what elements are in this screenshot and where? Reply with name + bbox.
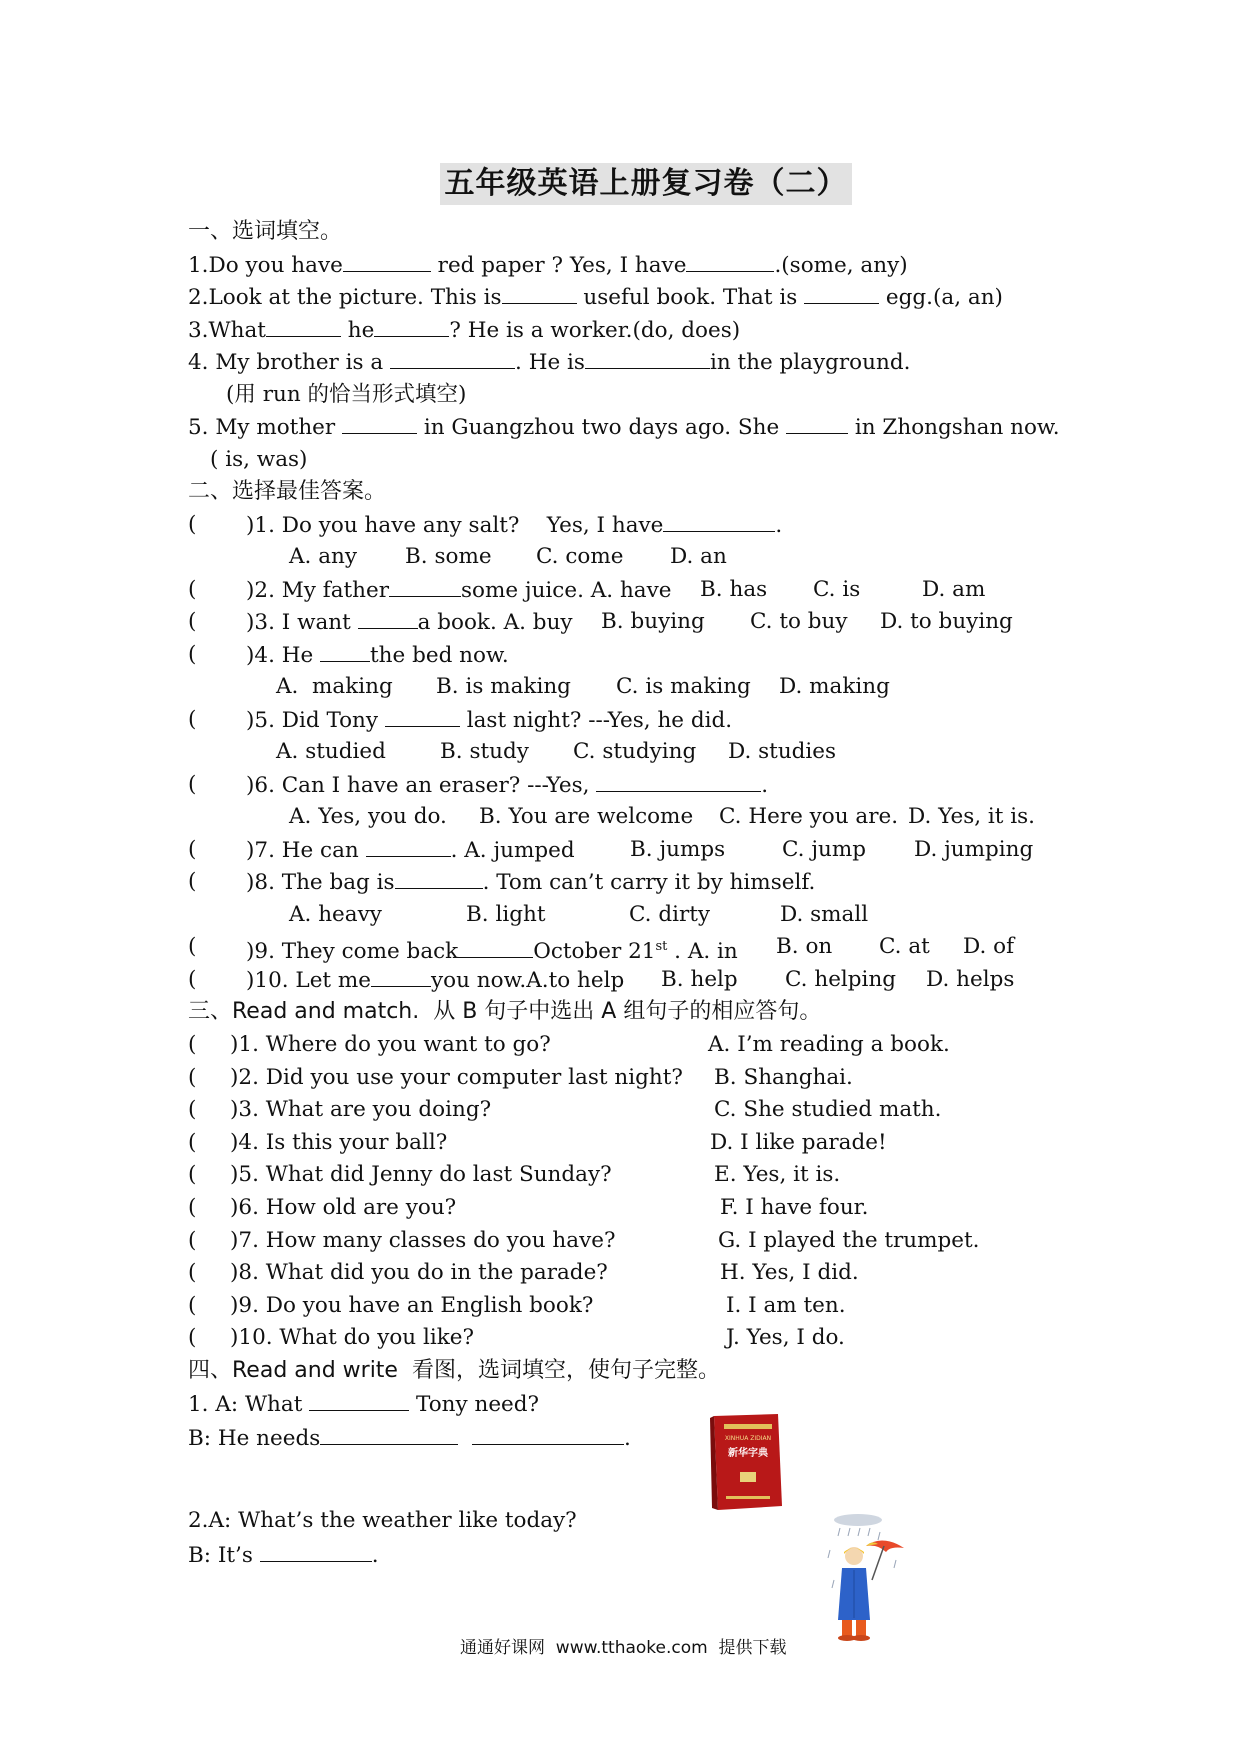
s2-q2-option-c: C. is (813, 577, 861, 602)
answer-paren[interactable]: ( (188, 609, 197, 634)
s4-question-1-a: 1. A: What Tony need? (188, 1392, 540, 1417)
answer-paren[interactable]: ( (188, 1032, 197, 1057)
match-question-8: )8. What did you do in the parade? (230, 1260, 608, 1285)
match-answer-d: D. I like parade! (710, 1130, 887, 1155)
s1-question-2: 2.Look at the picture. This is useful book. That is egg.(a, an) (188, 285, 1003, 310)
answer-blank[interactable] (804, 283, 879, 304)
s2-q1-option-d: D. an (670, 544, 727, 569)
match-question-10: )10. What do you like? (230, 1325, 474, 1350)
section-2-heading: 二、选择最佳答案。 (188, 479, 387, 504)
s2-question-7: )7. He can . A. jumped (246, 838, 575, 863)
s2-q5-option-b: B. study (440, 739, 529, 764)
answer-paren[interactable]: ( (188, 869, 197, 894)
answer-blank[interactable] (389, 576, 461, 597)
match-question-9: )9. Do you have an English book? (230, 1293, 594, 1318)
s1-question-3: 3.What he ? He is a worker.(do, does) (188, 318, 741, 343)
s2-question-8: )8. The bag is . Tom can’t carry it by himself. (246, 870, 816, 895)
s2-q9-option-c: C. at (879, 934, 930, 959)
answer-paren[interactable]: ( (188, 577, 197, 602)
match-question-4: )4. Is this your ball? (230, 1130, 448, 1155)
s2-question-5: )5. Did Tony last night? ---Yes, he did. (246, 708, 733, 733)
match-question-1: )1. Where do you want to go? (230, 1032, 551, 1057)
s4-question-1-b: B: He needs . (188, 1426, 631, 1451)
section-1-heading: 一、选词填空。 (188, 219, 343, 244)
match-question-5: )5. What did Jenny do last Sunday? (230, 1162, 612, 1187)
s2-q1-option-c: C. come (536, 544, 624, 569)
s1-question-1: 1.Do you have red paper ? Yes, I have .(some, any) (188, 253, 908, 278)
s2-q6-option-b: B. You are welcome (479, 804, 694, 829)
s2-q6-option-c: C. Here you are. (719, 804, 899, 829)
s1-question-5: 5. My mother in Guangzhou two days ago. She in Zhongshan now. (188, 415, 1060, 440)
s2-q9-option-b: B. on (776, 934, 833, 959)
answer-blank[interactable] (663, 511, 775, 532)
s2-q7-option-d: D. jumping (914, 837, 1034, 862)
answer-blank[interactable] (320, 641, 370, 662)
s2-q6-option-a: A. Yes, you do. (289, 804, 447, 829)
match-question-3: )3. What are you doing? (230, 1097, 492, 1122)
s2-q4-option-b: B. is making (436, 674, 571, 699)
answer-paren[interactable]: ( (188, 1293, 197, 1318)
match-answer-g: G. I played the trumpet. (718, 1228, 980, 1253)
s1-question-4-note: (用 run 的恰当形式填空) (226, 382, 467, 407)
answer-blank[interactable] (390, 348, 515, 369)
answer-blank[interactable] (395, 868, 483, 889)
match-answer-j: J. Yes, I do. (726, 1325, 845, 1350)
page-title: 五年级英语上册复习卷（二） (440, 163, 852, 205)
answer-blank[interactable] (374, 316, 449, 337)
answer-blank[interactable] (366, 836, 451, 857)
match-question-2: )2. Did you use your computer last night? (230, 1065, 683, 1090)
answer-paren[interactable]: ( (188, 1195, 197, 1220)
s2-q8-option-c: C. dirty (629, 902, 711, 927)
s2-q6-option-d: D. Yes, it is. (908, 804, 1035, 829)
s2-q2-option-b: B. has (700, 577, 768, 602)
s2-q10-option-d: D. helps (926, 967, 1015, 992)
s1-question-5-note: ( is, was) (210, 447, 308, 472)
answer-blank[interactable] (260, 1541, 372, 1562)
match-answer-c: C. She studied math. (714, 1097, 942, 1122)
answer-paren[interactable]: ( (188, 642, 197, 667)
match-answer-h: H. Yes, I did. (720, 1260, 859, 1285)
s2-q7-option-b: B. jumps (630, 837, 726, 862)
answer-blank[interactable] (343, 251, 431, 272)
answer-blank[interactable] (502, 283, 577, 304)
s2-question-10: )10. Let me you now.A.to help (246, 968, 625, 993)
s2-q9-option-d: D. of (963, 934, 1015, 959)
answer-paren[interactable]: ( (188, 837, 197, 862)
s2-q8-option-b: B. light (466, 902, 546, 927)
s2-q5-option-d: D. studies (728, 739, 837, 764)
match-answer-f: F. I have four. (720, 1195, 869, 1220)
answer-paren[interactable]: ( (188, 772, 197, 797)
answer-blank[interactable] (385, 706, 460, 727)
s2-q7-option-c: C. jump (782, 837, 867, 862)
s2-q2-option-d: D. am (922, 577, 986, 602)
dictionary-image (708, 1412, 784, 1512)
answer-paren[interactable]: ( (188, 512, 197, 537)
footer-credit: 通通好课网 www.tthaoke.com 提供下载 (460, 1638, 787, 1658)
s2-question-9: )9. They come back October 21st . A. in (246, 939, 738, 965)
answer-paren[interactable]: ( (188, 967, 197, 992)
answer-blank[interactable] (309, 1390, 409, 1411)
s2-q3-option-d: D. to buying (880, 609, 1013, 634)
answer-paren[interactable]: ( (188, 1228, 197, 1253)
match-answer-b: B. Shanghai. (714, 1065, 853, 1090)
s2-q10-option-c: C. helping (785, 967, 897, 992)
answer-blank[interactable] (358, 608, 418, 629)
answer-paren[interactable]: ( (188, 1260, 197, 1285)
answer-blank[interactable] (596, 771, 761, 792)
answer-blank[interactable] (458, 937, 533, 958)
match-answer-a: A. I’m reading a book. (708, 1032, 950, 1057)
s2-q4-option-d: D. making (779, 674, 890, 699)
s2-q8-option-a: A. heavy (289, 902, 382, 927)
answer-paren[interactable]: ( (188, 707, 197, 732)
answer-blank[interactable] (266, 316, 341, 337)
dictionary-cover-label-latin: XINHUA ZIDIAN (724, 1435, 772, 1442)
match-question-6: )6. How old are you? (230, 1195, 457, 1220)
s2-question-1: )1. Do you have any salt? Yes, I have . (246, 513, 783, 538)
s4-question-2-a: 2.A: What’s the weather like today? (188, 1508, 577, 1533)
s4-question-2-b: B: It’s . (188, 1543, 379, 1568)
s2-question-4: )4. He the bed now. (246, 643, 509, 668)
answer-blank[interactable] (786, 413, 848, 434)
section-3-heading: 三、Read and match. 从 B 句子中选出 A 组句子的相应答句。 (188, 999, 822, 1024)
s2-q3-option-b: B. buying (601, 609, 705, 634)
answer-blank[interactable] (585, 348, 710, 369)
answer-paren[interactable]: ( (188, 1162, 197, 1187)
answer-paren[interactable]: ( (188, 1097, 197, 1122)
answer-blank[interactable] (686, 251, 774, 272)
answer-paren[interactable]: ( (188, 1325, 197, 1350)
s2-q4-option-a: A. making (276, 674, 393, 699)
answer-blank[interactable] (371, 966, 431, 987)
rainy-weather-image (820, 1510, 910, 1645)
s2-q4-option-c: C. is making (616, 674, 751, 699)
answer-blank[interactable] (342, 413, 417, 434)
section-4-heading: 四、Read and write 看图，选词填空，使句子完整。 (188, 1358, 720, 1383)
s2-q1-option-a: A. any (289, 544, 358, 569)
s2-question-6: )6. Can I have an eraser? ---Yes, . (246, 773, 769, 798)
s2-q3-option-c: C. to buy (750, 609, 848, 634)
s2-question-3: )3. I want a book. A. buy (246, 610, 573, 635)
s2-q5-option-a: A. studied (276, 739, 386, 764)
answer-blank[interactable] (320, 1424, 458, 1445)
match-answer-e: E. Yes, it is. (714, 1162, 841, 1187)
s2-question-2: )2. My father some juice. A. have (246, 578, 672, 603)
s2-q10-option-b: B. help (661, 967, 738, 992)
s2-q5-option-c: C. studying (573, 739, 697, 764)
answer-paren[interactable]: ( (188, 1065, 197, 1090)
match-question-7: )7. How many classes do you have? (230, 1228, 616, 1253)
s2-q1-option-b: B. some (405, 544, 492, 569)
dictionary-cover-label-chinese: 新华字典 (728, 1448, 768, 1459)
match-answer-i: I. I am ten. (726, 1293, 846, 1318)
answer-blank[interactable] (472, 1424, 624, 1445)
answer-paren[interactable]: ( (188, 934, 197, 959)
s1-question-4: 4. My brother is a . He is in the playground. (188, 350, 911, 375)
s2-q8-option-d: D. small (780, 902, 869, 927)
answer-paren[interactable]: ( (188, 1130, 197, 1155)
